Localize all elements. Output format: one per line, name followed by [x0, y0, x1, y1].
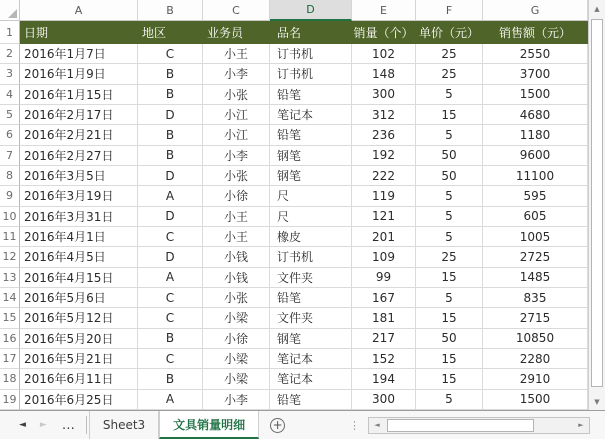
cell[interactable]: 笔记本 [270, 105, 352, 125]
cell[interactable]: 5 [416, 227, 483, 247]
cell[interactable]: 订书机 [270, 64, 352, 84]
cell[interactable]: 2016年2月27日 [20, 146, 138, 166]
cell[interactable]: 167 [352, 288, 416, 308]
row-number[interactable]: 13 [0, 268, 20, 288]
cell[interactable]: B [138, 64, 203, 84]
cell[interactable]: 小张 [203, 166, 270, 186]
row-number[interactable]: 14 [0, 288, 20, 308]
column-header-e[interactable]: E [352, 0, 416, 21]
cell[interactable]: 9600 [483, 146, 588, 166]
row-number[interactable]: 15 [0, 308, 20, 328]
cell[interactable]: 25 [416, 247, 483, 267]
prev-sheet-icon[interactable]: ◄ [19, 420, 26, 430]
tab-stationery-sales-detail[interactable]: 文具销量明细 [159, 411, 259, 439]
cell[interactable]: 2016年5月20日 [20, 329, 138, 349]
row-number[interactable]: 12 [0, 247, 20, 267]
row-number[interactable]: 2 [0, 44, 20, 64]
cell[interactable]: 194 [352, 369, 416, 389]
horizontal-scroll-track[interactable] [385, 418, 573, 433]
row-number[interactable]: 10 [0, 207, 20, 227]
cell[interactable]: 小王 [203, 227, 270, 247]
select-all-button[interactable] [0, 0, 20, 21]
cell[interactable]: 25 [416, 44, 483, 64]
cell[interactable]: 605 [483, 207, 588, 227]
cell[interactable]: 121 [352, 207, 416, 227]
cell[interactable]: 15 [416, 268, 483, 288]
column-header-f[interactable]: F [416, 0, 483, 21]
cell[interactable]: D [138, 166, 203, 186]
table-row [0, 288, 588, 308]
table-row [0, 329, 588, 349]
cell[interactable]: 钢笔 [270, 146, 352, 166]
cell[interactable]: 102 [352, 44, 416, 64]
table-header-row [0, 21, 588, 44]
table-row [0, 369, 588, 389]
cell[interactable]: 25 [416, 64, 483, 84]
cell[interactable]: 222 [352, 166, 416, 186]
table-row [0, 390, 588, 410]
cell[interactable]: 小李 [203, 390, 270, 410]
cell[interactable]: 2016年4月15日 [20, 268, 138, 288]
cell[interactable]: B [138, 146, 203, 166]
cell[interactable]: 1500 [483, 390, 588, 410]
table-row [0, 44, 588, 64]
cell[interactable]: B [138, 329, 203, 349]
header-cell-region[interactable]: 地区 [138, 21, 203, 44]
add-sheet-button[interactable] [270, 418, 285, 433]
cell[interactable]: 2280 [483, 349, 588, 369]
vertical-scroll-track[interactable] [589, 17, 605, 393]
cell[interactable]: 小徐 [203, 186, 270, 206]
cell[interactable]: 15 [416, 349, 483, 369]
cell[interactable]: 1500 [483, 85, 588, 105]
cell[interactable]: C [138, 308, 203, 328]
cell[interactable]: 2016年1月15日 [20, 85, 138, 105]
cell[interactable]: 1180 [483, 125, 588, 145]
cell[interactable]: 50 [416, 329, 483, 349]
row-number[interactable]: 17 [0, 349, 20, 369]
table-row [0, 227, 588, 247]
cell[interactable]: 2715 [483, 308, 588, 328]
cell[interactable]: 2016年6月11日 [20, 369, 138, 389]
cell[interactable]: 2725 [483, 247, 588, 267]
cell[interactable]: 小张 [203, 85, 270, 105]
header-cell-date[interactable]: 日期 [20, 21, 138, 44]
table-row [0, 186, 588, 206]
cell[interactable]: 236 [352, 125, 416, 145]
table-row [0, 64, 588, 84]
cell[interactable]: 笔记本 [270, 349, 352, 369]
row-number[interactable]: 3 [0, 64, 20, 84]
cell[interactable]: 钢笔 [270, 166, 352, 186]
cell[interactable]: 2016年5月12日 [20, 308, 138, 328]
cell[interactable]: 小张 [203, 288, 270, 308]
cell[interactable]: 148 [352, 64, 416, 84]
scroll-up-icon[interactable]: ▲ [589, 0, 605, 17]
cell[interactable]: 铅笔 [270, 85, 352, 105]
cell[interactable]: 5 [416, 186, 483, 206]
cell[interactable]: 2016年5月6日 [20, 288, 138, 308]
row-number[interactable]: 18 [0, 369, 20, 389]
table-row [0, 349, 588, 369]
row-number[interactable]: 19 [0, 390, 20, 410]
cell[interactable]: 109 [352, 247, 416, 267]
column-header-d-selected[interactable]: D [270, 0, 352, 21]
cell[interactable]: 1485 [483, 268, 588, 288]
cell[interactable]: 2550 [483, 44, 588, 64]
header-cell-product[interactable]: 品名 [270, 21, 352, 44]
cell[interactable]: 订书机 [270, 247, 352, 267]
cell[interactable]: 50 [416, 146, 483, 166]
row-number[interactable]: 4 [0, 85, 20, 105]
cell[interactable]: B [138, 369, 203, 389]
cell[interactable]: 小李 [203, 146, 270, 166]
cell[interactable]: 小钱 [203, 247, 270, 267]
cell[interactable]: C [138, 288, 203, 308]
cell[interactable]: 2016年5月21日 [20, 349, 138, 369]
cell[interactable]: C [138, 44, 203, 64]
cell[interactable]: 5 [416, 288, 483, 308]
cell[interactable]: 192 [352, 146, 416, 166]
cell[interactable]: 3700 [483, 64, 588, 84]
cell[interactable]: 15 [416, 308, 483, 328]
cell[interactable]: 10850 [483, 329, 588, 349]
cell[interactable]: 橡皮 [270, 227, 352, 247]
header-cell-quantity[interactable]: 销量（个） [352, 21, 416, 44]
cell[interactable]: 小王 [203, 207, 270, 227]
cell[interactable]: A [138, 186, 203, 206]
cell[interactable]: 11100 [483, 166, 588, 186]
cell[interactable]: 5 [416, 125, 483, 145]
cell[interactable]: 119 [352, 186, 416, 206]
cell[interactable]: 尺 [270, 207, 352, 227]
column-header-b[interactable]: B [138, 0, 203, 21]
cell[interactable]: 小梁 [203, 308, 270, 328]
plus-icon: + [272, 417, 283, 432]
cell[interactable]: 小梁 [203, 369, 270, 389]
cell[interactable]: 尺 [270, 186, 352, 206]
cell[interactable]: C [138, 227, 203, 247]
vertical-scrollbar[interactable] [588, 0, 605, 410]
cell[interactable]: 300 [352, 390, 416, 410]
table-row [0, 125, 588, 145]
table-row [0, 166, 588, 186]
cell[interactable]: 文件夹 [270, 268, 352, 288]
table-row [0, 268, 588, 288]
splitter-grip-icon[interactable]: ⋮ [349, 418, 360, 432]
row-number[interactable]: 8 [0, 166, 20, 186]
cell[interactable]: 4680 [483, 105, 588, 125]
table-row [0, 247, 588, 267]
horizontal-scroll-thumb[interactable] [387, 419, 534, 432]
vertical-scroll-thumb[interactable] [591, 19, 603, 387]
cell[interactable]: 2016年3月19日 [20, 186, 138, 206]
cell[interactable]: 152 [352, 349, 416, 369]
cell[interactable]: 2016年4月5日 [20, 247, 138, 267]
cell[interactable]: C [138, 349, 203, 369]
cell[interactable]: 笔记本 [270, 369, 352, 389]
cell[interactable]: 铅笔 [270, 125, 352, 145]
cell[interactable]: A [138, 390, 203, 410]
cell[interactable]: 2016年6月25日 [20, 390, 138, 410]
cell[interactable]: 订书机 [270, 44, 352, 64]
cell[interactable]: 文件夹 [270, 308, 352, 328]
cell[interactable]: 181 [352, 308, 416, 328]
cell[interactable]: 312 [352, 105, 416, 125]
cell[interactable]: 铅笔 [270, 288, 352, 308]
row-number[interactable]: 11 [0, 227, 20, 247]
cell[interactable]: 1005 [483, 227, 588, 247]
header-cell-amount[interactable]: 销售额（元） [483, 21, 588, 44]
horizontal-scrollbar[interactable] [368, 417, 590, 434]
header-cell-salesperson[interactable]: 业务员 [203, 21, 270, 44]
table-row [0, 207, 588, 227]
row-number[interactable]: 16 [0, 329, 20, 349]
cell[interactable]: 50 [416, 166, 483, 186]
scroll-down-icon[interactable]: ▼ [589, 393, 605, 410]
cell[interactable]: 2016年1月7日 [20, 44, 138, 64]
table-row [0, 85, 588, 105]
scroll-left-icon[interactable]: ◄ [374, 421, 380, 429]
cell[interactable]: A [138, 268, 203, 288]
next-sheet-icon[interactable]: ► [39, 420, 47, 430]
cell[interactable]: 小钱 [203, 268, 270, 288]
cell[interactable]: 15 [416, 105, 483, 125]
cell[interactable]: B [138, 125, 203, 145]
cell[interactable]: 小李 [203, 64, 270, 84]
cell[interactable]: 5 [416, 85, 483, 105]
cell[interactable]: 钢笔 [270, 329, 352, 349]
row-number[interactable]: 7 [0, 146, 20, 166]
row-number[interactable]: 1 [0, 21, 20, 44]
cell[interactable]: 小梁 [203, 349, 270, 369]
cell[interactable]: D [138, 105, 203, 125]
cell[interactable]: 2016年2月17日 [20, 105, 138, 125]
row-number[interactable]: 6 [0, 125, 20, 145]
cell[interactable]: 217 [352, 329, 416, 349]
cell[interactable]: D [138, 207, 203, 227]
row-number[interactable]: 9 [0, 186, 20, 206]
row-number[interactable]: 5 [0, 105, 20, 125]
table-row [0, 105, 588, 125]
column-header-c[interactable]: C [203, 0, 270, 21]
table-row [0, 146, 588, 166]
cell[interactable]: 201 [352, 227, 416, 247]
cell[interactable]: 小徐 [203, 329, 270, 349]
column-header-strip [0, 0, 588, 21]
cell[interactable]: 5 [416, 390, 483, 410]
cell[interactable]: 2016年3月31日 [20, 207, 138, 227]
table-row [0, 308, 588, 328]
cell[interactable]: B [138, 85, 203, 105]
cell[interactable]: 2016年2月21日 [20, 125, 138, 145]
cell[interactable]: 300 [352, 85, 416, 105]
header-cell-price[interactable]: 单价（元） [416, 21, 483, 44]
tab-divider [86, 416, 87, 434]
cell[interactable]: 小王 [203, 44, 270, 64]
column-header-g[interactable]: G [483, 0, 588, 21]
sheet-rows [0, 44, 588, 410]
column-header-a[interactable]: A [20, 0, 138, 21]
cell[interactable]: 835 [483, 288, 588, 308]
cell[interactable]: 15 [416, 369, 483, 389]
scroll-right-icon[interactable]: ► [578, 421, 584, 429]
cell[interactable]: 小江 [203, 105, 270, 125]
cell[interactable]: 2910 [483, 369, 588, 389]
cell[interactable]: 2016年4月1日 [20, 227, 138, 247]
cell[interactable]: 2016年1月9日 [20, 64, 138, 84]
cell[interactable]: 99 [352, 268, 416, 288]
sheet-tab-bar [0, 410, 605, 439]
cell[interactable]: 595 [483, 186, 588, 206]
sheet-list-ellipsis-icon[interactable]: … [61, 417, 76, 433]
cell[interactable]: D [138, 247, 203, 267]
cell[interactable]: 5 [416, 207, 483, 227]
tab-sheet3[interactable]: Sheet3 [89, 411, 159, 439]
cell[interactable]: 2016年3月5日 [20, 166, 138, 186]
cell[interactable]: 铅笔 [270, 390, 352, 410]
select-all-icon [8, 9, 17, 18]
cell[interactable]: 小江 [203, 125, 270, 145]
